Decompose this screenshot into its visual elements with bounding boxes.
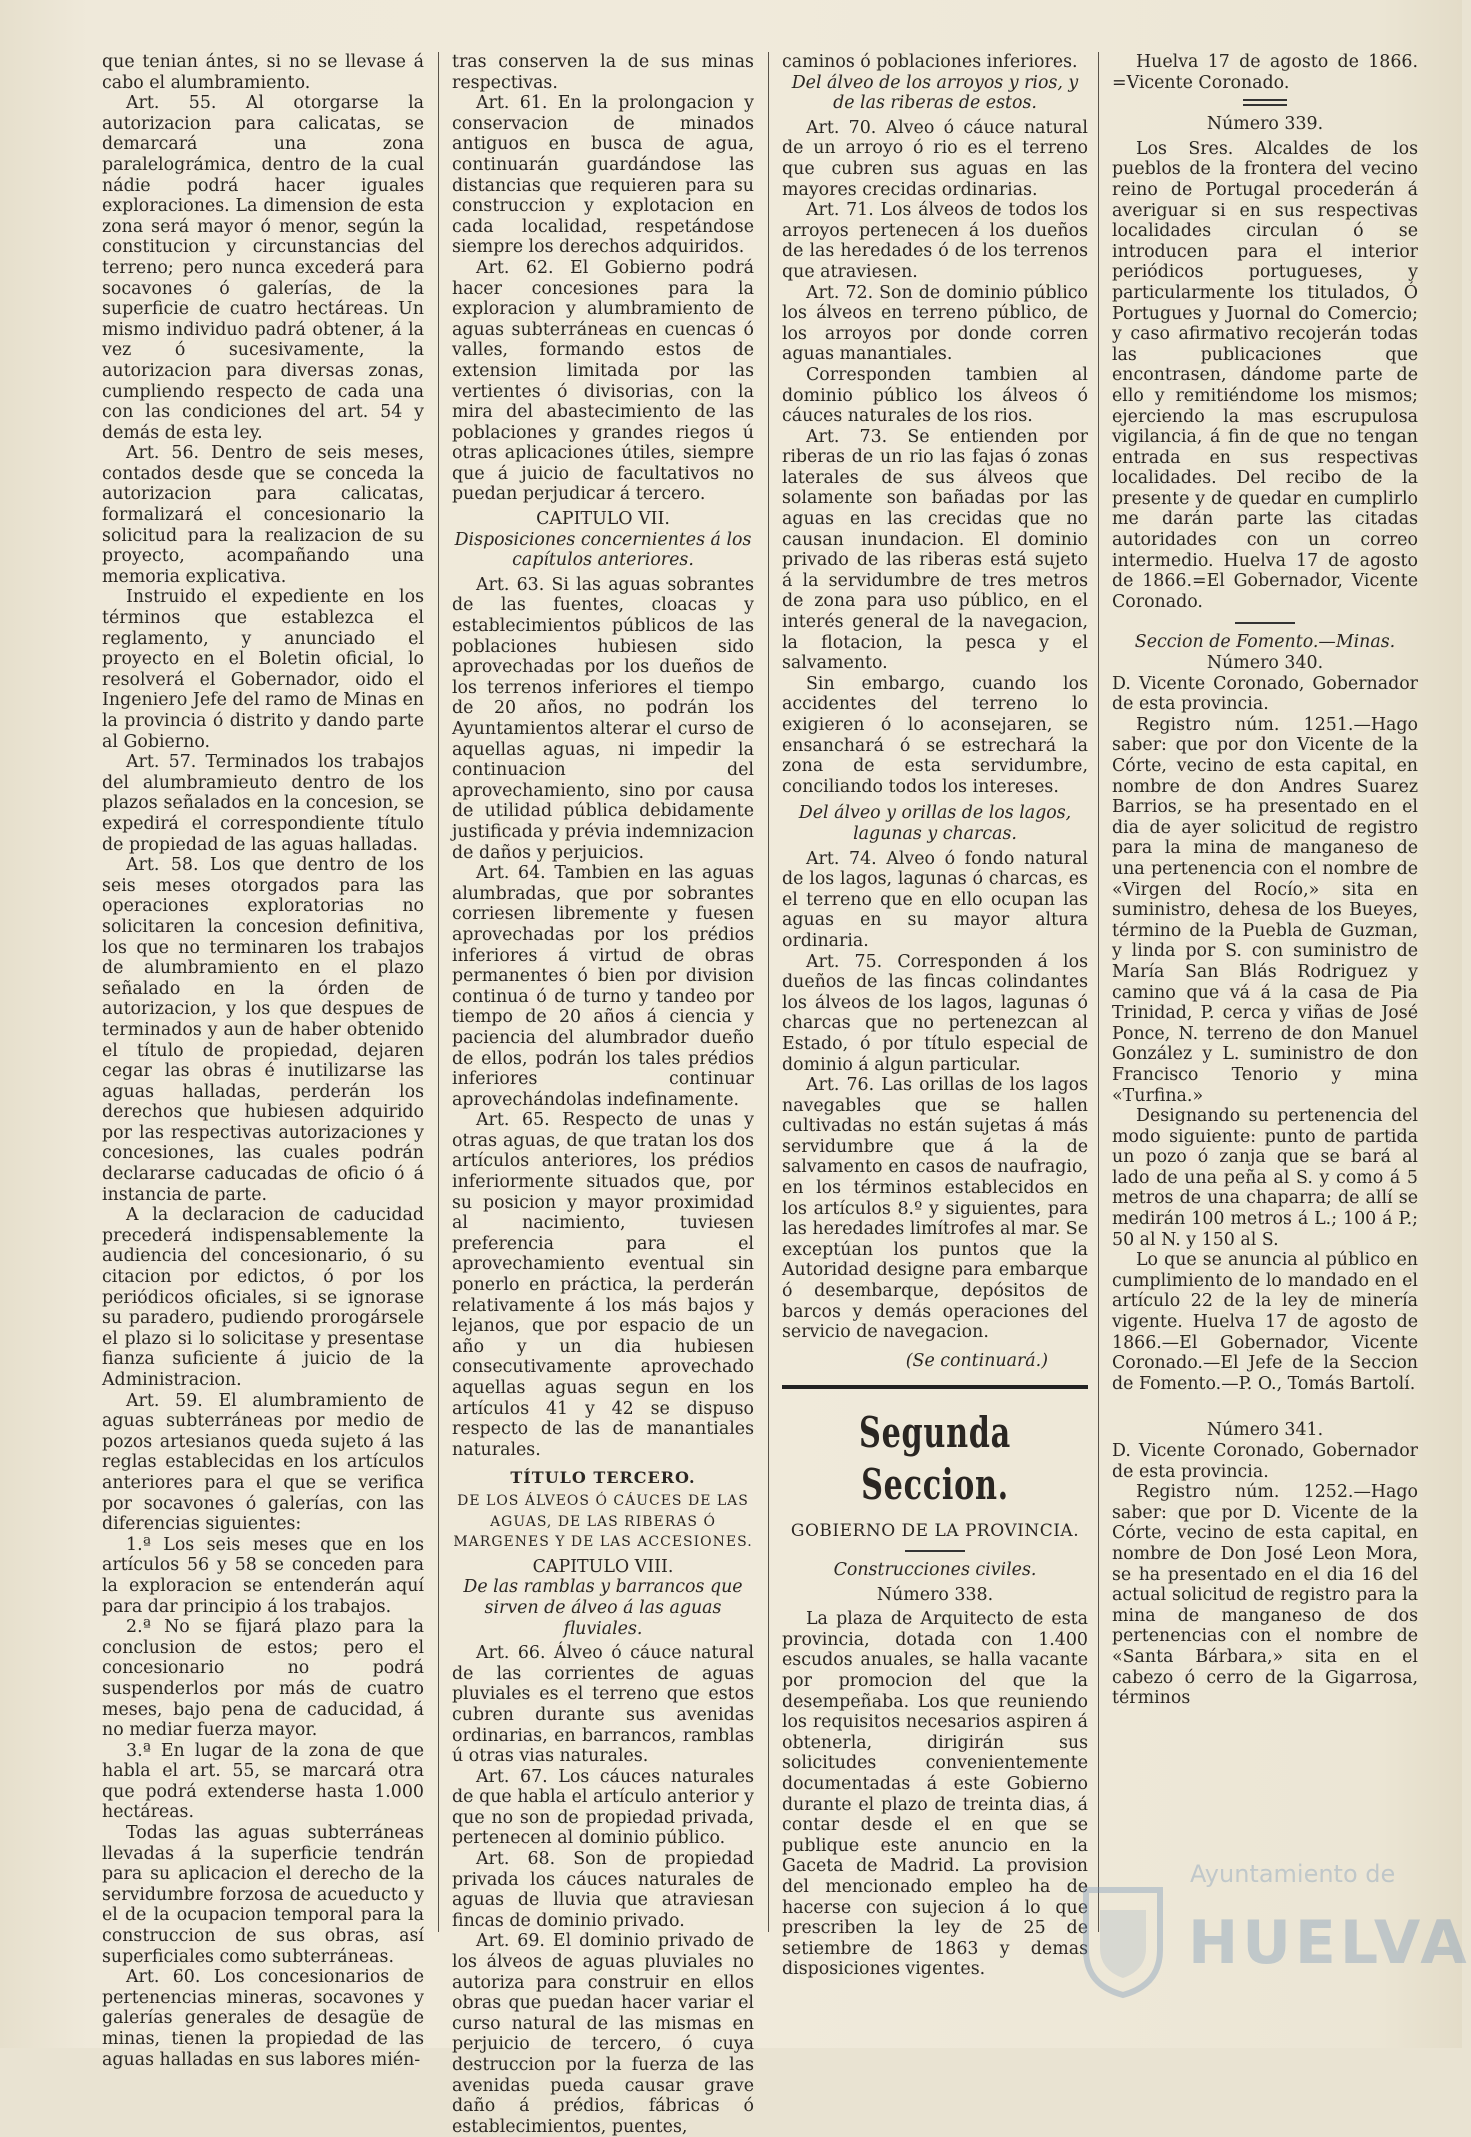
watermark-line-2: HUELVA [1188, 1908, 1471, 1978]
column-1 [102, 52, 424, 2070]
divider [1235, 622, 1295, 624]
section-divider [782, 1385, 1088, 1389]
paragraph: Art. 66. Álveo ó cáuce natural de las corrientes de aguas pluviales es el terreno que estos cubren durante sus avenidas ordinarias, en barrancos, ramblas ú otras vias naturales. [452, 1643, 754, 1767]
paragraph: Art. 69. El dominio privado de los álveos de aguas pluviales no autoriza para construir en ellos obras que puedan hacer variar el curso natural de las mismas en perjuicio de tercero, ó cuya destruccion por la fuerza de las avenidas pueda causar grave daño á prédios, fábricas ó establecimientos, puentes, [452, 1931, 754, 2137]
divider [1243, 99, 1287, 106]
paragraph: Art. 57. Terminados los trabajos del alumbramieuto dentro de los plazos señalados en la concesion, se expedirá el correspondiente título de propiedad de las aguas halladas. [102, 752, 424, 855]
notice-number: Número 340. [1206, 653, 1324, 674]
column-2 [452, 52, 754, 2137]
paragraph: Art. 55. Al otorgarse la autorizacion para calicatas, se demarcará una zona paralelográmica, dentro de la cual nádie podrá hacer iguales exploraciones. La dimension de esta zona será mayor ó menor, según la constitucion y circunstancias del terreno; pero nunca excederá para socavones ó galerías, de la superficie de cuatro hectáreas. Un mismo individuo padrá obtener, á la vez ó sucesivamente, la autorizacion para diversas zonas, cumpliendo respecto de cada una con las condiciones del art. 54 y demás de esta ley. [102, 93, 424, 443]
city-seal-icon [1078, 1880, 1168, 2000]
paragraph: Art. 60. Los concesionarios de pertenencias mineras, socavones y galerías generales de desagüe de minas, tienen la propiedad de las aguas halladas en sus labores mién- [102, 1967, 424, 2070]
paragraph: Todas las aguas subterráneas llevadas á la superficie tendrán para su aplicacion el derecho de la servidumbre forzosa de acueducto y el de la ocupacion temporal para la construccion de sus obras, así superficiales como subterráneas. [102, 1823, 424, 1967]
paragraph: La plaza de Arquitecto de esta provincia, dotada con 1.400 escudos anuales, se halla vacante por promocion del que la desempeñaba. Los que reuniendo los requisitos necesarios aspiren á obtenerla, dirigirán sus solicitudes convenientemente documentadas á este Gobierno durante el plazo de treinta dias, á contar desde el en que se publique este anuncio en la Gaceta de Madrid. La provision del mencionado empleo ha de hacerse con sujecion á lo que prescriben la ley de 25 de setiembre de 1863 y demas disposiciones vigentes. [782, 1609, 1088, 1980]
column-rule [438, 52, 439, 1932]
notice-number: Número 338. [876, 1584, 994, 1605]
section-subheading: Del álveo de los arroyos y rios, y de las riberas de estos. [791, 72, 1079, 114]
column-3 [782, 52, 1088, 1980]
paragraph: Art. 67. Los cáuces naturales de que habla el artículo anterior y que no son de propiedad privada, pertenecen al dominio público. [452, 1766, 754, 1849]
paragraph: Instruido el expediente en los términos que establezca el reglamento, y anunciado el proyecto en el Boletin oficial, lo resolverá el Gobernador, oido el Ingeniero Jefe del ramo de Minas en la provincia ó distrito y dando parte al Gobierno. [102, 587, 424, 752]
column-4 [1112, 52, 1418, 1932]
chapter-subheading: De las ramblas y barrancos que sirven de álveo á las aguas fluviales. [463, 1577, 743, 1639]
paragraph: Registro núm. 1251.—Hago saber: que por don Vicente de la Córte, vecino de esta capital, en nombre de don Andres Suarez Barrios, se ha presentado en el dia de ayer solicitud de registro para la mina de manganeso de una pertenencia con el nombre de «Virgen del Rocío,» sita en suministro, dehesa de los Bueyes, término de la Puebla de Guzman, y linda por S. con suministro de María San Blás Rodriguez y camino que vá á la casa de Pia Trinidad, P. cerca y viñas de José Ponce, N. terreno de don Manuel González y L. suministro de don Francisco Tenorio y mina «Turfina.» [1112, 714, 1418, 1106]
continued-note: (Se continuará.) [905, 1350, 1048, 1371]
chapter-heading: CAPITULO VII. [536, 509, 670, 530]
paragraph: Lo que se anuncia al público en cumplimiento de lo mandado en el artículo 22 de la ley de minería vigente. Huelva 17 de agosto de 1866.—El Gobernador, Vicente Coronado.—El Jefe de la Seccion de Fomento.—P. O., Tomás Bartolí. [1112, 1250, 1418, 1394]
paragraph: Art. 61. En la prolongacion y conservacion de minados antiguos en busca de agua, continuarán guardándose las distancias que requieren para su construccion y explotacion en cada localidad, respetándose siempre los derechos adquiridos. [452, 93, 754, 258]
paragraph: Art. 65. Respecto de unas y otras aguas, de que tratan los dos artículos anteriores, los prédios inferiormente situados que, por su posicion y mayor proximidad al nacimiento, tuviesen preferencia para el aprovechamiento eventual sin ponerlo en práctica, la perderán relativamente á los más bajos y lejanos, que por espacio de un año y un dia hubiesen consecutivamente aprovechado aquellas aguas segun en los artículos 41 y 42 se dispuso respecto de las de manantiales naturales. [452, 1110, 754, 1460]
paragraph: Art. 63. Si las aguas sobrantes de las fuentes, cloacas y establecimientos públicos de las poblaciones hubiesen sido aprovechadas por los dueños de los terrenos inferiores el tiempo de 20 años, no podrán los Ayuntamientos alterar el curso de aquellas aguas, ni impedir la continuacion del aprovechamiento, sino por causa de utilidad pública debidamente justificada y prévia indemnizacion de daños y perjuicios. [452, 574, 754, 863]
section-title: Segunda Seccion. [859, 1408, 1011, 1510]
paragraph: Art. 70. Alveo ó cáuce natural de un arroyo ó rio es el terreno que cubren sus aguas en las mayores crecidas ordinarias. [782, 117, 1088, 200]
paragraph: 1.ª Los seis meses que en los artículos 56 y 58 se conceden para la exploracion se entenderán aquí para dar principio á los trabajos. [102, 1534, 424, 1617]
column-rule [1098, 52, 1099, 1932]
section-subheading: Del álveo y orillas de los lagos, lagunas y charcas. [798, 803, 1072, 844]
chapter-subheading: Disposiciones concernientes á los capítulos anteriores. [454, 529, 752, 571]
paragraph: Art. 71. Los álveos de todos los arroyos pertenecen á los dueños de las heredades ó de los terrenos que atraviesen. [782, 200, 1088, 282]
archive-watermark [1078, 1860, 1471, 2030]
paragraph: 3.ª En lugar de la zona de que habla el art. 55, se marcará otra que podrá extenderse hasta 1.000 hectáreas. [102, 1740, 424, 1823]
government-heading: GOBIERNO DE LA PROVINCIA. [790, 1521, 1080, 1542]
paragraph: A la declaracion de caducidad precederá indispensablemente la audiencia del concesionario, ó su citacion por edictos, ó por los periódicos oficiales, si se ignorase su paradero, pudiendo prorogársele el plazo si lo solicitase y presentase fianza suficiente á juicio de la Administracion. [102, 1205, 424, 1390]
paragraph: Designando su pertenencia del modo siguiente: punto de partida un pozo ó zanja que se bará al lado de una peña al S. y como á 5 metros de una chaparra; de allí se medirán 100 metros á L.; 100 á P.; 50 al N. y 150 al S. [1112, 1106, 1418, 1250]
paragraph: Art. 74. Alveo ó fondo natural de los lagos, lagunas ó charcas, es el terreno que en ello ocupan las aguas en su mayor altura ordinaria. [782, 848, 1088, 951]
title-subheading: DE LOS ÁLVEOS Ó CÁUCES DE LAS AGUAS, DE LAS RIBERAS Ó MARGENES Y DE LAS ACCESIONES. [453, 1492, 753, 1551]
paragraph: Art. 72. Son de dominio público los álveos en terreno público, de los arroyos por donde corren aguas manantiales. [782, 282, 1088, 365]
paragraph: Sin embargo, cuando los accidentes del terreno lo exigieren ó lo aconsejaren, se ensanchará ó se estrechará la zona de esta servidumbre, conciliando todos los intereses. [782, 673, 1088, 797]
paragraph: Art. 62. El Gobierno podrá hacer concesiones para la exploracion y alumbramiento de aguas subterráneas en cuencas ó valles, formando estos de extension limitada por las vertientes ó divisorias, con la mira del abastecimiento de las poblaciones y grandes riegos ú otras aplicaciones útiles, siempre que á juicio de facultativos no puedan perjudicar á tercero. [452, 257, 754, 505]
paragraph: Registro núm. 1252.—Hago saber: que por D. Vicente de la Córte, vecino de esta capital, en nombre de Don José Leon Mora, se ha presentado en el dia 16 del actual solicitud de registro para la mina de manganeso de dos pertenencias con el nombre de «Santa Bárbara,» sita en el cabezo ó cerro de la Gigarrosa, términos [1112, 1482, 1418, 1709]
paragraph: caminos ó poblaciones inferiores. [782, 52, 1078, 72]
paragraph: Art. 73. Se entienden por riberas de un rio las fajas ó zonas laterales de sus álveos que solamente son bañadas por las aguas en las crecidas que no causan inundacion. El dominio privado de las riberas está sujeto á la servidumbre de tres metros de zona para uso público, en el interés general de la navegacion, la flotacion, la pesca y el salvamento. [782, 426, 1088, 674]
paragraph: tras conserven la de sus minas respectivas. [452, 52, 754, 93]
paragraph: Art. 56. Dentro de seis meses, contados desde que se conceda la autorizacion para calicatas, formalizará el concesionario la solicitud para la realizacion de su proyecto, acompañando una memoria explicativa. [102, 443, 424, 587]
notice-number: Número 339. [1206, 114, 1324, 135]
chapter-heading: CAPITULO VIII. [532, 1556, 674, 1577]
paragraph: D. Vicente Coronado, Gobernador de esta provincia. [1112, 1441, 1418, 1482]
paragraph: Art. 64. Tambien en las aguas alumbradas, que por sobrantes corriesen libremente y fuesen aprovechadas por los prédios inferiores á virtud de obras permanentes ó bien por division continua ó de turno y tandeo por tiempo de 20 años á ciencia y paciencia del alumbrador dueño de ellos, podrán los tales prédios inferiores continuar aprovechándolas indefinamente. [452, 863, 754, 1110]
paragraph: 2.ª No se fijará plazo para la conclusion de estos; pero el concesionario no podrá suspenderlos por más de cuatro meses, bajo pena de caducidad, á no mediar fuerza mayor. [102, 1617, 424, 1741]
paragraph: D. Vicente Coronado, Gobernador de esta provincia. [1112, 673, 1418, 715]
paragraph: que tenian ántes, si no se llevase á cabo el alumbramiento. [102, 52, 424, 93]
paragraph: Art. 76. Las orillas de los lagos navegables que se hallen cultivadas no están sujetas á más servidumbre que á la de salvamento en casos de naufragio, en los términos establecidos en los artículos 8.º y siguientes, para las heredades limítrofes al mar. Se exceptúan los puntos que la Autoridad designe para embarque ó desembarque, depósitos de barcos y demás operaciones del servicio de navegacion. [782, 1075, 1088, 1343]
section-subheading: Construcciones civiles. [833, 1560, 1037, 1580]
paragraph: Art. 59. El alumbramiento de aguas subterráneas por medio de pozos artesianos queda sujeto á las reglas establecidas en los artículos anteriores para el que se verifica por socavones ó galerías, con las diferencias siguientes: [102, 1390, 424, 1535]
section-subheading: Seccion de Fomento.—Minas. [1134, 632, 1396, 653]
notice-number: Número 341. [1206, 1420, 1324, 1441]
paragraph: Huelva 17 de agosto de 1866. =Vicente Coronado. [1112, 52, 1418, 93]
paragraph: Art. 75. Corresponden á los dueños de las fincas colindantes los álveos de los lagos, lagunas ó charcas que no pertenezcan al Estado, ó por título especial de dominio á algun particular. [782, 951, 1088, 1075]
paragraph: Art. 58. Los que dentro de los seis meses otorgados para las operaciones exploratorias no solicitaren la concesion definitiva, los que no terminaren los trabajos de alumbramiento en el plazo señalado en la órden de autorizacion, y los que despues de terminados y aun de haber obtenido el título de propiedad, dejaren cegar las obras é inutilizarse las aguas halladas, perderán los derechos que hubiesen adquirido por las respectivas autorizaciones y concesiones, las cuales podrán declararse caducadas de oficio ó á instancia de parte. [102, 855, 424, 1205]
divider [905, 1550, 965, 1552]
paragraph: Los Sres. Alcaldes de los pueblos de la frontera del vecino reino de Portugal procederán á averiguar si en sus respectivas localidades circulan ó se introducen para el interior periódicos portugueses, y particularmente los titulados, Ó Portugues y Juornal do Comercio; y caso afirmativo recojerán todas las publicaciones que encontrasen, dándome parte de ello y remitiéndome los mismos; ejerciendo la mas escrupulosa vigilancia, á fin de que no tengan entrada en sus respectivas localidades. Del recibo de la presente y de quedar en cumplirlo me darán parte las citadas autoridades con un correo intermedio. Huelva 17 de agosto de 1866.=El Gobernador, Vicente Coronado. [1112, 138, 1418, 612]
column-rule [768, 52, 769, 1932]
paragraph: Corresponden tambien al dominio público los álveos ó cáuces naturales de los rios. [782, 364, 1088, 427]
title-heading: TÍTULO TERCERO. [510, 1468, 696, 1488]
spacer [1112, 1394, 1418, 1420]
watermark-line-1: Ayuntamiento de [1190, 1860, 1396, 1888]
paragraph: Art. 68. Son de propiedad privada los cáuces naturales de aguas de lluvia que atraviesan fincas de dominio privado. [452, 1849, 754, 1931]
